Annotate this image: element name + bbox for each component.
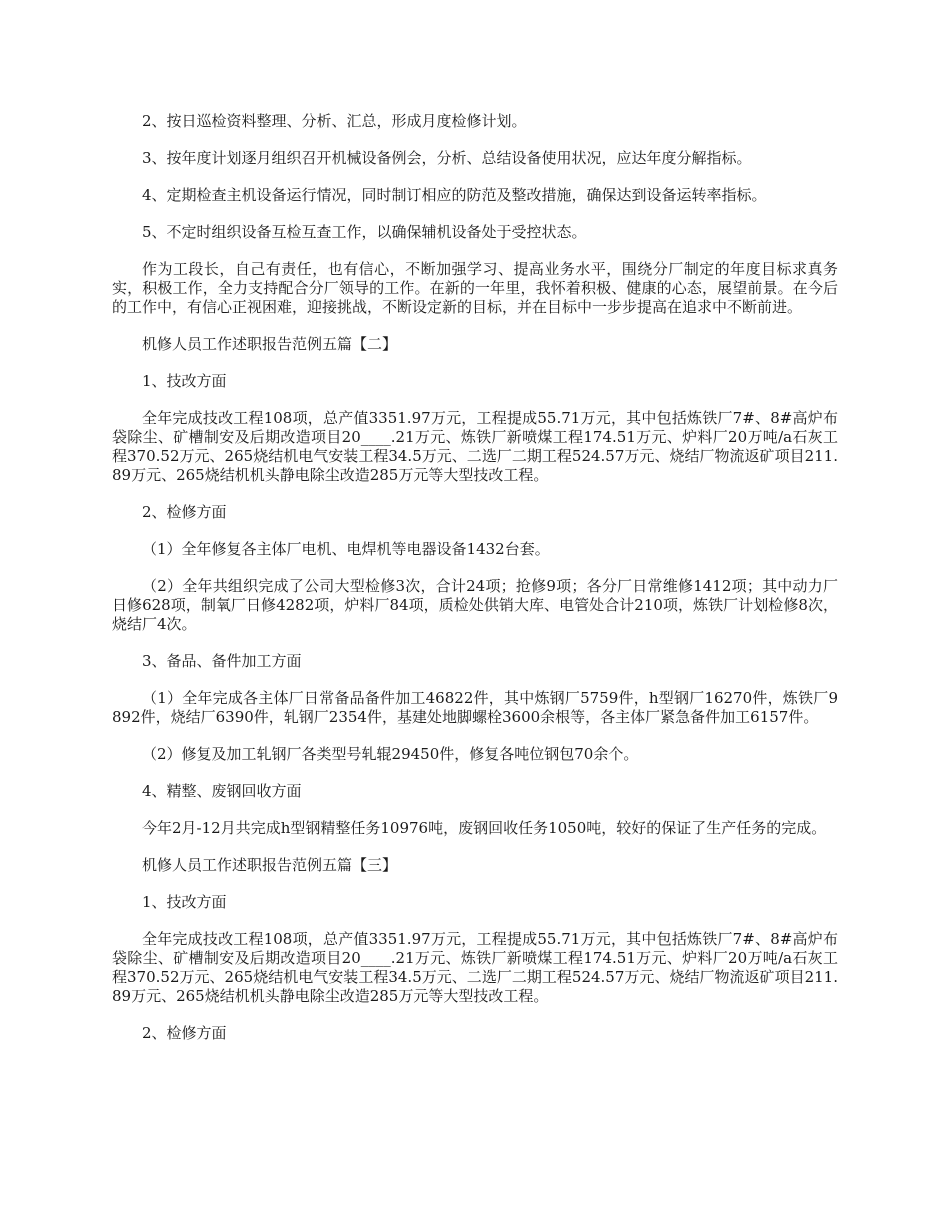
paragraph-maintenance-2: （2）全年共组织完成了公司大型检修3次，合计24项；抢修9项；各分厂日常维修1412项；其中动力厂日修628项，制氧厂日修4282项，炉料厂84项，质检处供销大库、电管处合计210项，炼铁厂计划检修8次，烧结厂4次。	[112, 577, 838, 633]
subheading-spare-parts: 3、备品、备件加工方面	[142, 652, 302, 670]
paragraph-2: 3、按年度计划逐月组织召开机械设备例会，分析、总结设备使用状况，应达年度分解指标。	[142, 149, 752, 167]
section-heading-3: 机修人员工作述职报告范例五篇【三】	[142, 856, 398, 874]
paragraph-tech-upgrade-3: 全年完成技改工程108项，总产值3351.97万元，工程提成55.71万元，其中包括炼铁厂7#、8#高炉布袋除尘、矿槽制安及后期改造项目20____.21万元、炼铁厂新喷煤工程174.51万元、炉料厂20万吨/a石灰工程370.52万元、265烧结机电气安装工程34.5万元、二选厂二期工程524.57万元、烧结厂物流返矿项目211.89万元、265烧结机机头静电除尘改造285万元等大型技改工程。	[112, 930, 838, 1005]
section-heading-2: 机修人员工作述职报告范例五篇【二】	[142, 335, 398, 353]
subheading-tech-upgrade: 1、技改方面	[142, 372, 227, 390]
paragraph-4: 5、不定时组织设备互检互查工作，以确保辅机设备处于受控状态。	[142, 223, 587, 241]
paragraph-1: 2、按日巡检资料整理、分析、汇总，形成月度检修计划。	[142, 112, 527, 130]
paragraph-3: 4、定期检查主机设备运行情况，同时制订相应的防范及整改措施，确保达到设备运转率指标。	[142, 186, 767, 204]
subheading-scrap-recovery: 4、精整、废钢回收方面	[142, 782, 302, 800]
paragraph-maintenance-1: （1）全年修复各主体厂电机、电焊机等电器设备1432台套。	[142, 540, 550, 558]
paragraph-spare-parts-1: （1）全年完成各主体厂日常备品备件加工46822件，其中炼钢厂5759件，h型钢厂16270件，炼铁厂9892件，烧结厂6390件，轧钢厂2354件，基建处地脚螺栓3600余根等，各主体厂紧急备件加工6157件。	[112, 689, 838, 726]
subheading-maintenance: 2、检修方面	[142, 503, 227, 521]
paragraph-tech-upgrade: 全年完成技改工程108项，总产值3351.97万元，工程提成55.71万元，其中包括炼铁厂7#、8#高炉布袋除尘、矿槽制安及后期改造项目20____.21万元、炼铁厂新喷煤工程174.51万元、炉料厂20万吨/a石灰工程370.52万元、265烧结机电气安装工程34.5万元、二选厂二期工程524.57万元、烧结厂物流返矿项目211.89万元、265烧结机机头静电除尘改造285万元等大型技改工程。	[112, 409, 838, 484]
subheading-maintenance-3: 2、检修方面	[142, 1024, 227, 1042]
paragraph-scrap-recovery: 今年2月-12月共完成h型钢精整任务10976吨，废钢回收任务1050吨，较好的保证了生产任务的完成。	[142, 819, 827, 837]
paragraph-5: 作为工段长，自己有责任，也有信心，不断加强学习、提高业务水平，围绕分厂制定的年度目标求真务实，积极工作，全力支持配合分厂领导的工作。在新的一年里，我怀着积极、健康的心态，展望前景。在今后的工作中，有信心正视困难，迎接挑战，不断设定新的目标，并在目标中一步步提高在追求中不断前进。	[112, 260, 838, 316]
paragraph-spare-parts-2: （2）修复及加工轧钢厂各类型号轧辊29450件，修复各吨位钢包70余个。	[142, 745, 639, 763]
subheading-tech-upgrade-3: 1、技改方面	[142, 893, 227, 911]
